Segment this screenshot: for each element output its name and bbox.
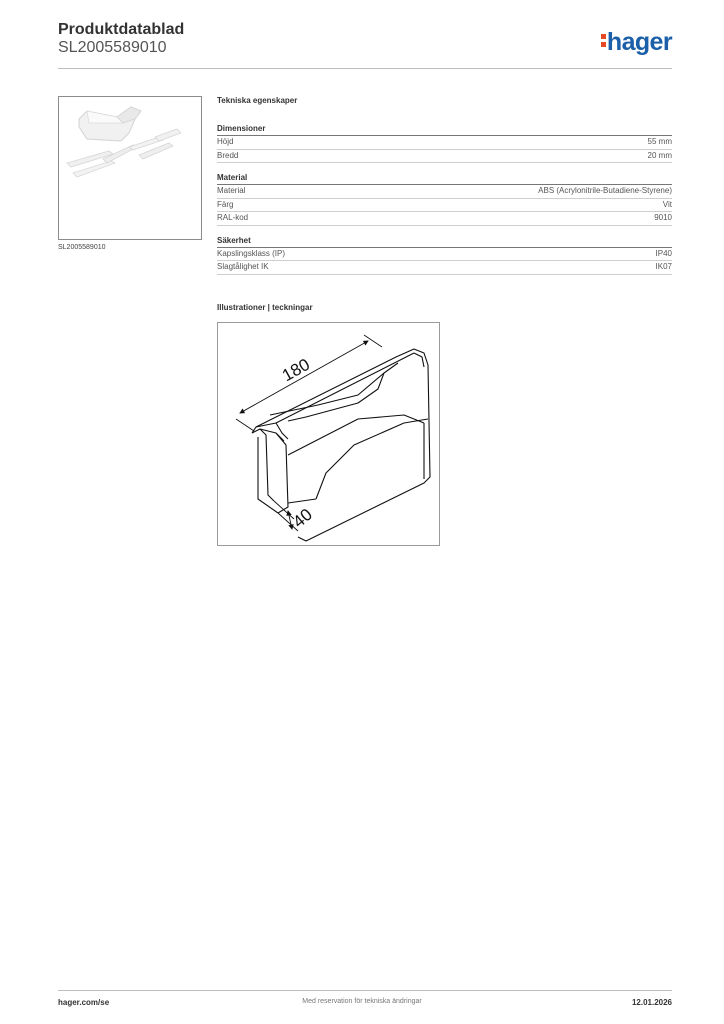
footer-divider — [58, 990, 672, 991]
property-row — [217, 136, 672, 150]
group-title: Dimensioner — [217, 124, 672, 136]
property-label: Kapslingsklass (IP) — [217, 248, 286, 258]
property-value: ABS (Acrylonitrile-Butadiene-Styrene) — [538, 186, 672, 195]
header-divider — [58, 68, 672, 69]
property-value: IP40 — [655, 248, 672, 258]
property-row — [217, 248, 672, 262]
dimension-depth-label: 40 — [289, 504, 316, 532]
property-row — [217, 185, 672, 199]
property-value: 20 mm — [647, 150, 672, 160]
property-value: IK07 — [655, 262, 672, 271]
property-row — [217, 150, 672, 164]
dimension-length-label: 180 — [278, 354, 314, 386]
footer-website: hager.com/se — [58, 998, 110, 1007]
property-row — [217, 199, 672, 213]
group-dimensions — [217, 124, 672, 163]
product-code: SL2005589010 — [58, 39, 167, 56]
page-title: Produktdatablad — [58, 21, 185, 38]
technical-drawing-svg — [218, 323, 439, 545]
group-safety — [217, 236, 672, 275]
technical-drawing — [217, 322, 440, 546]
property-label: Bredd — [217, 150, 239, 160]
hager-logo — [601, 28, 672, 57]
illustrations-heading: Illustrationer | teckningar — [217, 303, 313, 312]
property-label: RAL-kod — [217, 213, 249, 222]
property-row — [217, 261, 672, 275]
product-photo-image — [59, 97, 201, 239]
property-label: Höjd — [217, 137, 234, 146]
property-value: 9010 — [654, 213, 672, 222]
property-label: Material — [217, 186, 246, 195]
property-value: 55 mm — [647, 137, 672, 146]
properties-heading: Tekniska egenskaper — [217, 96, 298, 105]
technical-properties — [217, 96, 672, 285]
logo-text: hager — [606, 28, 672, 56]
logo-dots-icon — [601, 31, 606, 49]
property-label: Slagtålighet IK — [217, 262, 269, 271]
footer-note: Med reservation för tekniska ändringar — [302, 998, 422, 1005]
footer-date: 12.01.2026 — [631, 998, 672, 1007]
property-row — [217, 212, 672, 226]
product-photo — [58, 96, 202, 240]
photo-caption: SL2005589010 — [58, 244, 106, 251]
property-value: Vit — [662, 199, 672, 209]
property-label: Färg — [217, 199, 234, 209]
group-title: Material — [217, 173, 672, 185]
group-material — [217, 173, 672, 226]
group-title: Säkerhet — [217, 236, 672, 248]
